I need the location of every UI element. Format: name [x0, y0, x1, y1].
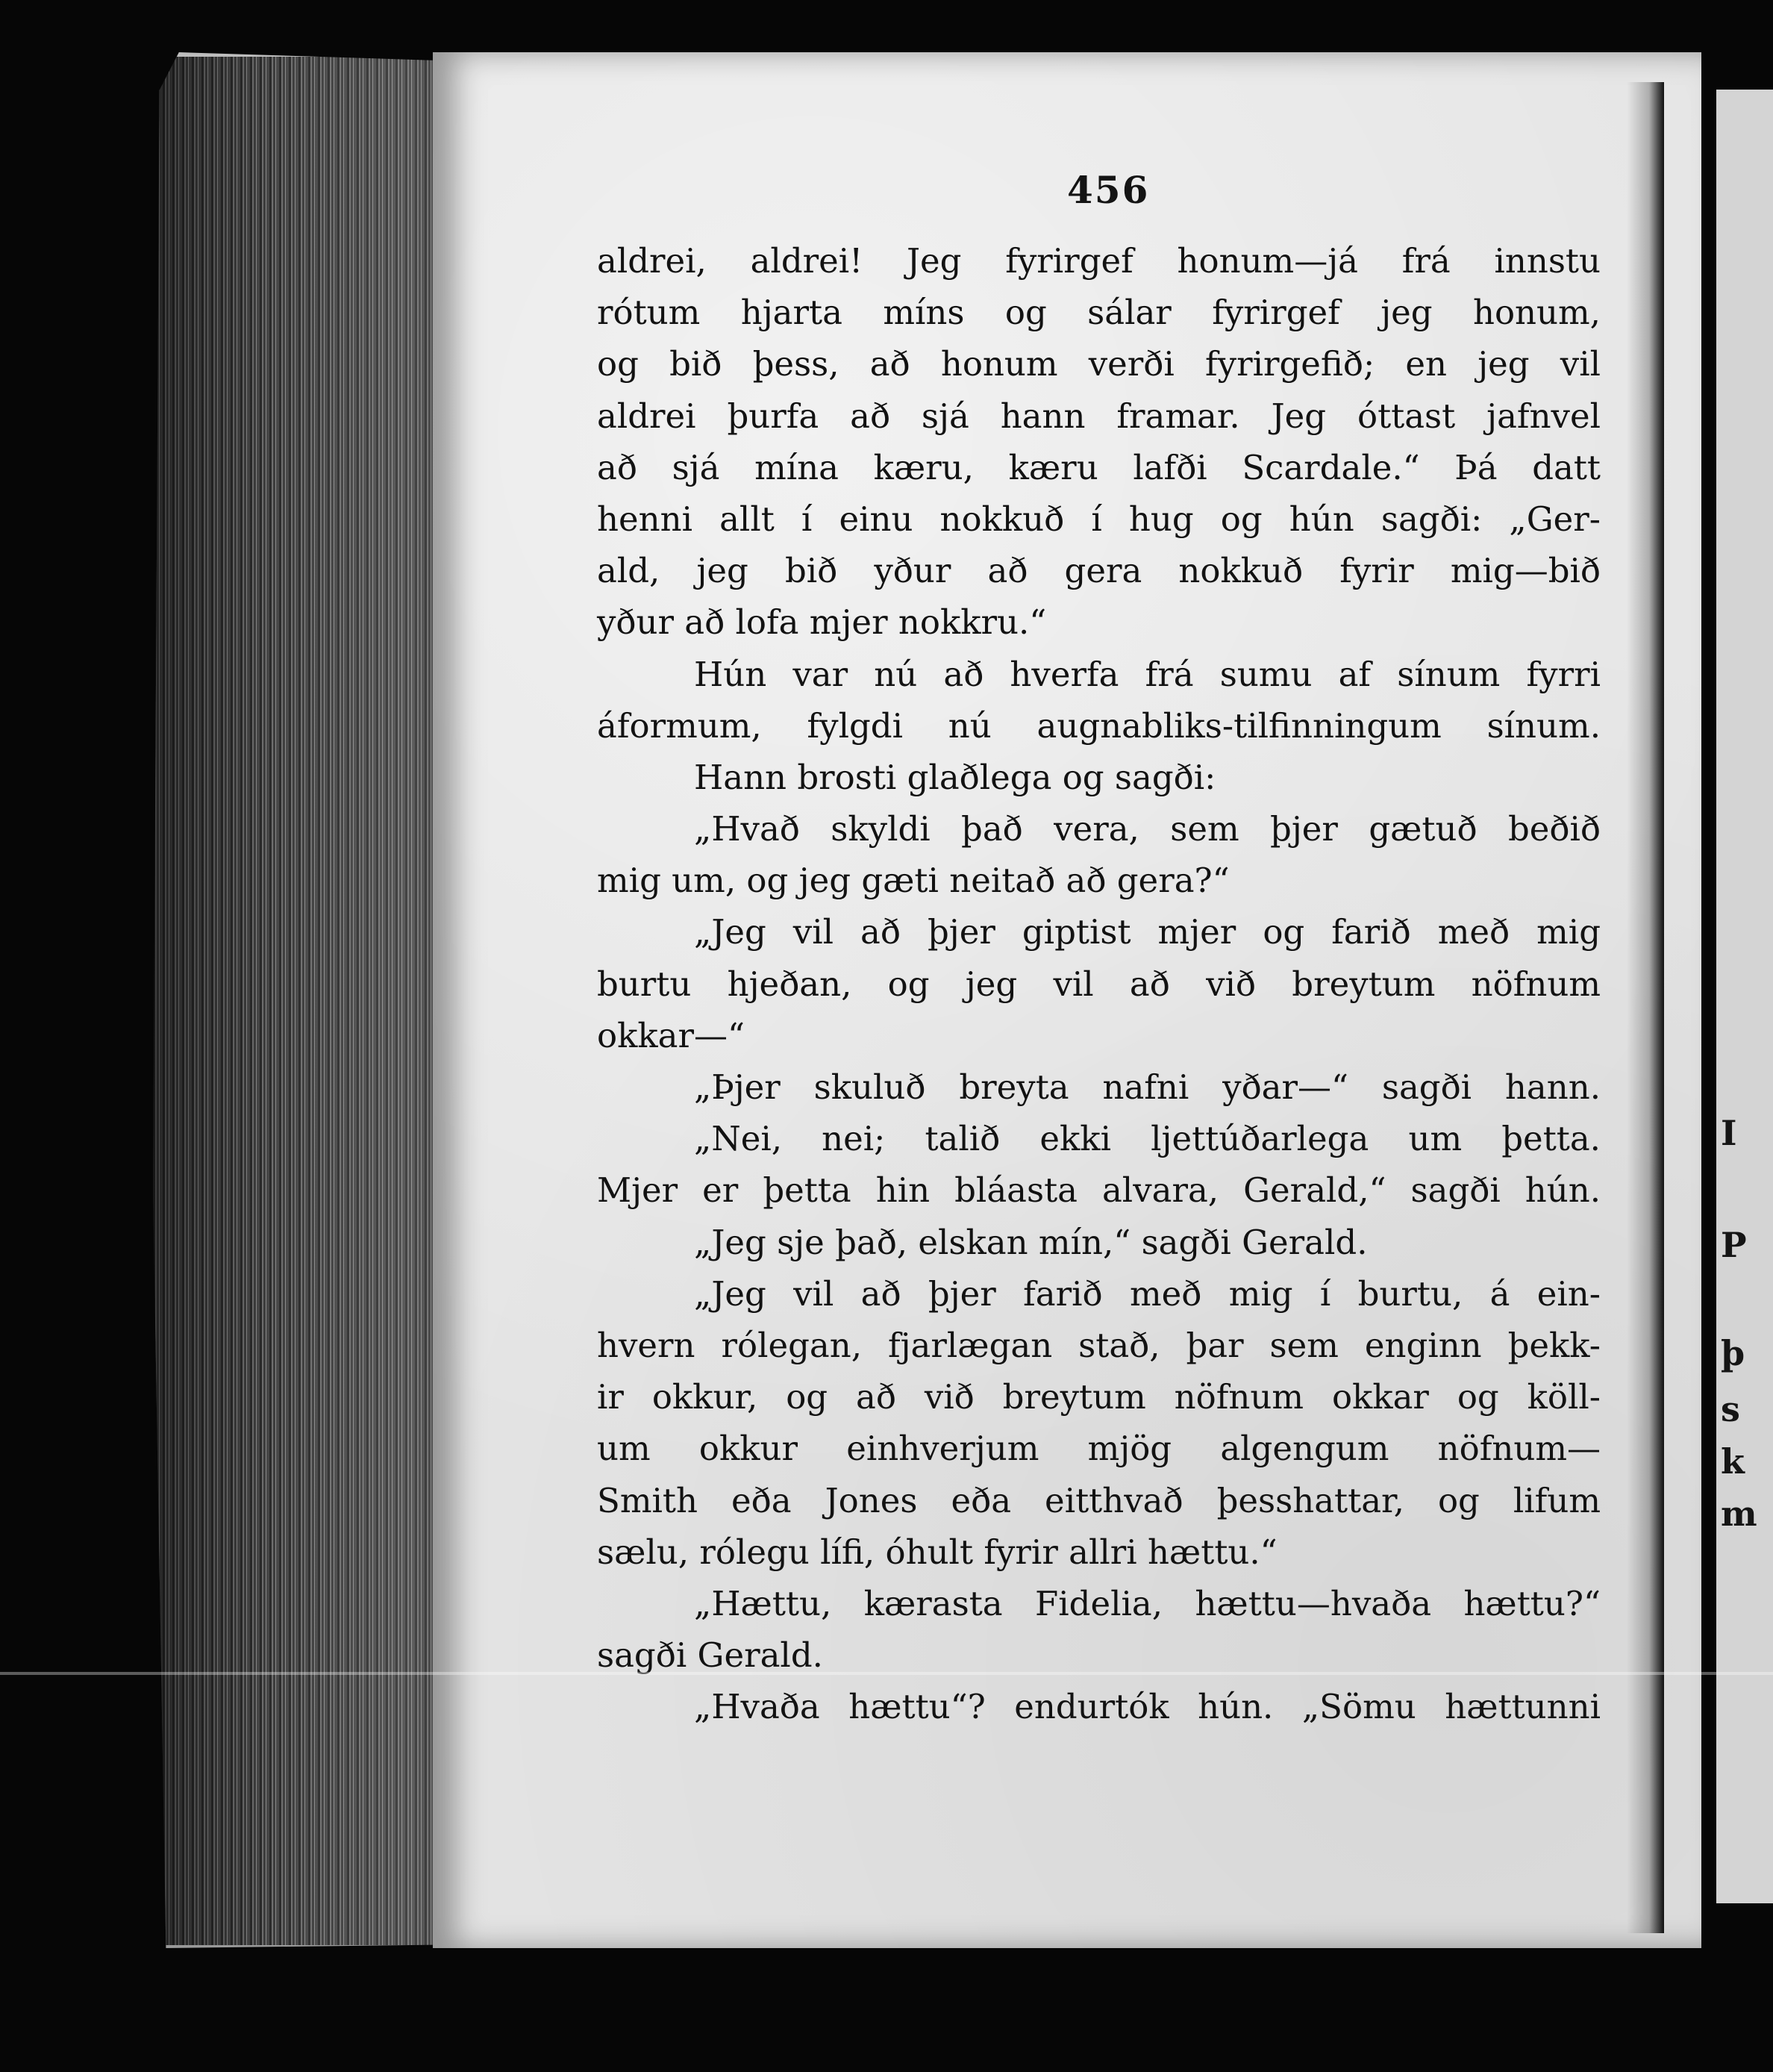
text-line: hvern rólegan, fjarlægan stað, þar sem enginn þekk- [597, 1325, 1601, 1365]
text-line: Mjer er þetta hin bláasta alvara, Gerald,“ sagði hún. [597, 1170, 1601, 1211]
text-line: aldrei, aldrei! Jeg fyrirgef honum—já frá innstu [597, 241, 1601, 281]
facing-page-fragment: P [1721, 1225, 1747, 1265]
page-number: 456 [1067, 168, 1150, 212]
scan-artifact-line [0, 1672, 1773, 1675]
text-line: „Hættu, kærasta Fidelia, hættu—hvaða hættu?“ [694, 1583, 1601, 1623]
text-line: „Hvaða hættu“? endurtók hún. „Sömu hættunni [694, 1687, 1601, 1727]
text-line: burtu hjeðan, og jeg vil að við breytum nöfnum [597, 964, 1601, 1004]
text-line: „Þjer skuluð breyta nafni yðar—“ sagði hann. [694, 1067, 1601, 1107]
text-line: áformum, fylgdi nú augnabliks-tilfinningum sínum. [597, 705, 1601, 746]
book-page-edges [153, 52, 478, 1948]
facing-page-fragment: m [1721, 1494, 1757, 1534]
text-line: að sjá mína kæru, kæru lafði Scardale.“ Þá datt [597, 447, 1601, 487]
text-line: „Hvað skyldi það vera, sem þjer gætuð beðið [694, 809, 1601, 849]
text-line: ir okkur, og að við breytum nöfnum okkar og köll- [597, 1377, 1601, 1417]
text-line: „Nei, nei; talið ekki ljettúðarlega um þetta. [694, 1119, 1601, 1159]
text-line: sagði Gerald. [597, 1635, 823, 1676]
text-line: „Jeg sje það, elskan mín,“ sagði Gerald. [694, 1222, 1368, 1262]
text-line: okkar—“ [597, 1015, 745, 1055]
text-line: ald, jeg bið yður að gera nokkuð fyrir mig—bið [597, 551, 1601, 591]
facing-page-fragment: I [1721, 1113, 1737, 1153]
facing-page-fragment: s [1721, 1389, 1740, 1429]
text-line: Hún var nú að hverfa frá sumu af sínum fyrri [694, 654, 1601, 694]
text-line: aldrei þurfa að sjá hann framar. Jeg óttast jafnvel [597, 396, 1601, 436]
book-gutter [1627, 82, 1664, 1933]
text-line: rótum hjarta míns og sálar fyrirgef jeg honum, [597, 293, 1601, 333]
text-line: mig um, og jeg gæti neitað að gera?“ [597, 861, 1230, 901]
facing-page-strip [1716, 90, 1773, 1903]
text-line: sælu, rólegu lífi, óhult fyrir allri hættu.“ [597, 1532, 1278, 1572]
facing-page-fragment: k [1721, 1441, 1745, 1482]
text-line: Smith eða Jones eða eitthvað þesshattar, og lifum [597, 1480, 1601, 1520]
page-text [597, 235, 1601, 1732]
text-line: og bið þess, að honum verði fyrirgefið; en jeg vil [597, 344, 1601, 384]
facing-page-fragment: þ [1721, 1333, 1745, 1373]
text-line: Hann brosti glaðlega og sagði: [694, 757, 1216, 797]
text-line: henni allt í einu nokkuð í hug og hún sagði: „Ger- [597, 499, 1601, 539]
text-line: yður að lofa mjer nokkru.“ [597, 602, 1047, 643]
text-line: „Jeg vil að þjer giptist mjer og farið með mig [694, 912, 1601, 952]
text-line: um okkur einhverjum mjög algengum nöfnum— [597, 1429, 1601, 1469]
text-line: „Jeg vil að þjer farið með mig í burtu, á ein- [694, 1273, 1601, 1314]
